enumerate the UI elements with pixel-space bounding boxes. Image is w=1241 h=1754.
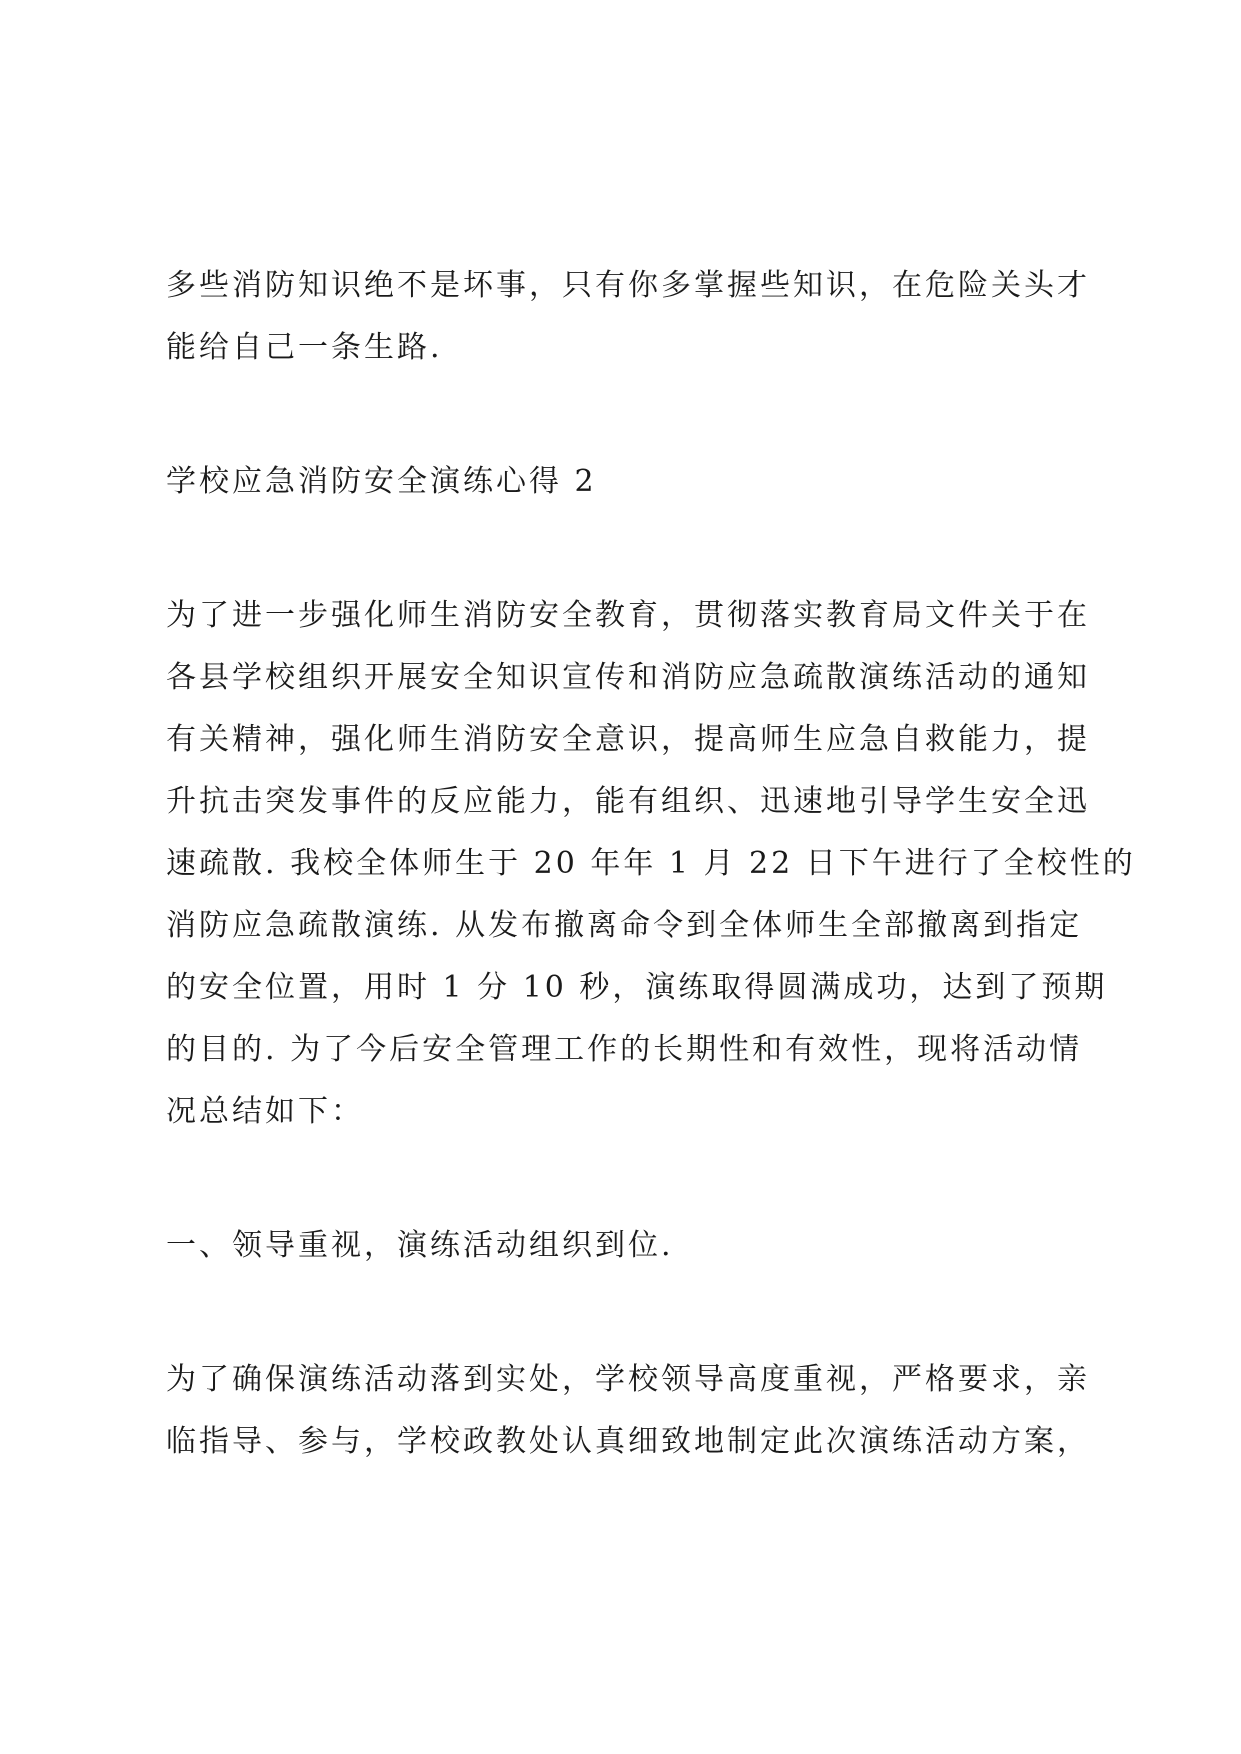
text-line: 有关精神，强化师生消防安全意识，提高师生应急自救能力，提 (166, 722, 1090, 757)
text-line: 况总结如下： (166, 1094, 364, 1129)
text-line: 为了进一步强化师生消防安全教育，贯彻落实教育局文件关于在 (166, 598, 1090, 633)
section-one-heading (166, 1215, 1086, 1277)
text-line: 多些消防知识绝不是坏事，只有你多掌握些知识，在危险关头才 (166, 268, 1090, 303)
text-line: 的目的. 为了今后安全管理工作的长期性和有效性，现将活动情 (166, 1032, 1083, 1067)
paragraph-main (166, 585, 1136, 1143)
text-line: 各县学校组织开展安全知识宣传和消防应急疏散演练活动的通知 (166, 660, 1090, 695)
paragraph-intro (166, 255, 1090, 379)
document-body (166, 255, 1136, 1473)
text-line: 能给自己一条生路. (166, 330, 443, 365)
text-line: 临指导、参与，学校政教处认真细致地制定此次演练活动方案， (166, 1424, 1090, 1459)
heading-line: 学校应急消防安全演练心得 2 (166, 464, 597, 499)
paragraph-section-one (166, 1349, 1090, 1473)
heading-line: 一、领导重视，演练活动组织到位. (166, 1228, 674, 1263)
text-line: 消防应急疏散演练. 从发布撤离命令到全体师生全部撤离到指定 (166, 908, 1083, 943)
text-line: 为了确保演练活动落到实处，学校领导高度重视，严格要求，亲 (166, 1362, 1090, 1397)
text-line: 速疏散. 我校全体师生于 20 年年 1 月 22 日下午进行了全校性的 (166, 846, 1136, 881)
text-line: 升抗击突发事件的反应能力，能有组织、迅速地引导学生安全迅 (166, 784, 1090, 819)
text-line: 的安全位置，用时 1 分 10 秒，演练取得圆满成功，达到了预期 (166, 970, 1108, 1005)
section-heading (166, 451, 1086, 513)
